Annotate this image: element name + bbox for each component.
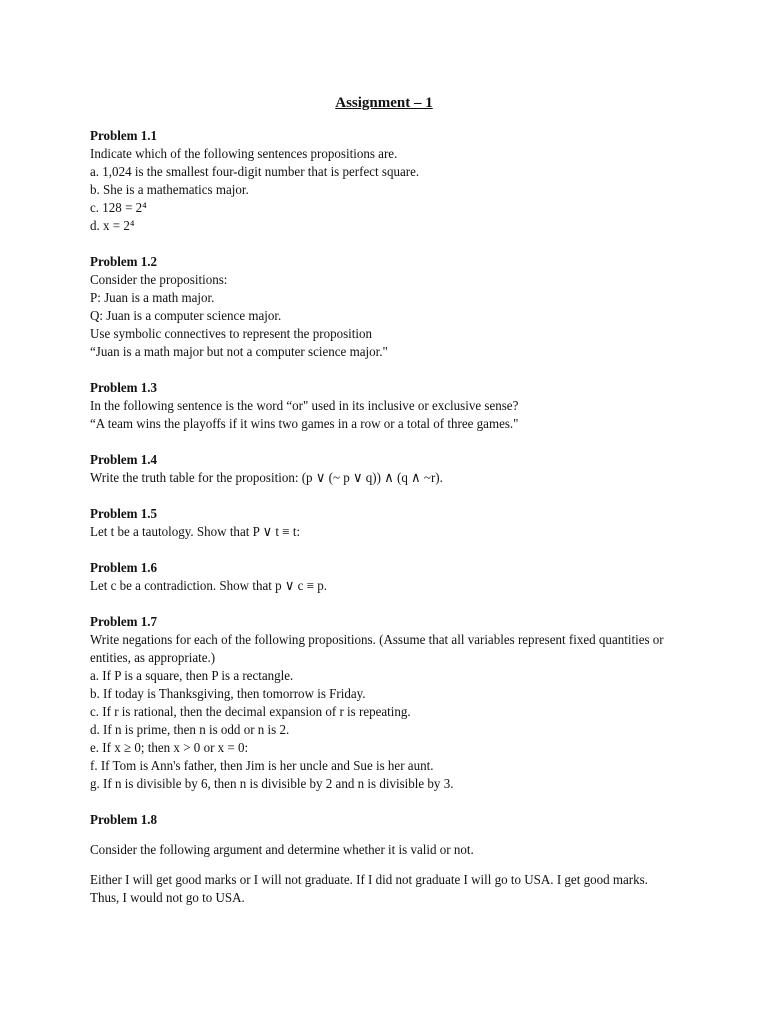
- problem-line: “A team wins the playoffs if it wins two games in a row or a total of three games.": [90, 417, 519, 432]
- problem-heading: Problem 1.7: [90, 615, 158, 630]
- problem-line: In the following sentence is the word “or" used in its inclusive or exclusive sense?: [90, 399, 519, 414]
- problem-line: Q: Juan is a computer science major.: [90, 309, 282, 324]
- problem-line: c. 128 = 2⁴: [90, 201, 147, 216]
- problem-line: a. 1,024 is the smallest four-digit number that is perfect square.: [90, 165, 420, 180]
- problem-line: d. If n is prime, then n is odd or n is 2.: [90, 723, 290, 738]
- problem-1-8: [90, 812, 648, 908]
- problem-heading: Problem 1.1: [90, 129, 158, 144]
- problem-1-1: [90, 128, 648, 236]
- problem-line: “Juan is a math major but not a computer science major.": [90, 345, 388, 360]
- assignment-title: Assignment – 1: [335, 95, 433, 111]
- problem-argument: Either I will get good marks or I will not graduate. If I did not graduate I will go to USA. I get good marks. Thus, I would not go to USA.: [90, 873, 648, 906]
- problem-1-4: [90, 452, 648, 488]
- problem-line: b. She is a mathematics major.: [90, 183, 249, 198]
- problem-intro: Consider the following argument and determine whether it is valid or not.: [90, 843, 474, 858]
- problem-heading: Problem 1.8: [90, 813, 158, 828]
- problem-line: Write the truth table for the proposition: (p ∨ (~ p ∨ q)) ∧ (q ∧ ~r).: [90, 471, 443, 486]
- problem-heading: Problem 1.5: [90, 507, 158, 522]
- problem-heading: Problem 1.3: [90, 381, 158, 396]
- problem-heading: Problem 1.6: [90, 561, 158, 576]
- problem-heading: Problem 1.4: [90, 453, 158, 468]
- problem-line: a. If P is a square, then P is a rectangle.: [90, 669, 294, 684]
- problem-heading: Problem 1.2: [90, 255, 158, 270]
- problem-line: Let t be a tautology. Show that P ∨ t ≡ t:: [90, 525, 301, 540]
- problem-line: Use symbolic connectives to represent the proposition: [90, 327, 373, 342]
- problem-line: c. If r is rational, then the decimal expansion of r is repeating.: [90, 705, 411, 720]
- problem-line: Consider the propositions:: [90, 273, 228, 288]
- problems-list: [90, 128, 664, 926]
- problem-line: d. x = 2⁴: [90, 219, 135, 234]
- problem-1-6: [90, 560, 648, 596]
- problem-line: P: Juan is a math major.: [90, 291, 215, 306]
- problem-line: Write negations for each of the following propositions. (Assume that all variables represent fixed quantities or entities, as appropriate.): [90, 633, 664, 666]
- problem-1-2: [90, 254, 648, 362]
- problem-line: e. If x ≥ 0; then x > 0 or x = 0:: [90, 741, 249, 756]
- problem-line: b. If today is Thanksgiving, then tomorrow is Friday.: [90, 687, 366, 702]
- problem-line: Indicate which of the following sentences propositions are.: [90, 147, 398, 162]
- problem-1-5: [90, 506, 648, 542]
- problem-line: f. If Tom is Ann's father, then Jim is her uncle and Sue is her aunt.: [90, 759, 434, 774]
- problem-1-7: [90, 614, 664, 794]
- problem-1-3: [90, 380, 648, 434]
- problem-line: Let c be a contradiction. Show that p ∨ c ≡ p.: [90, 579, 328, 594]
- problem-line: g. If n is divisible by 6, then n is divisible by 2 and n is divisible by 3.: [90, 777, 454, 792]
